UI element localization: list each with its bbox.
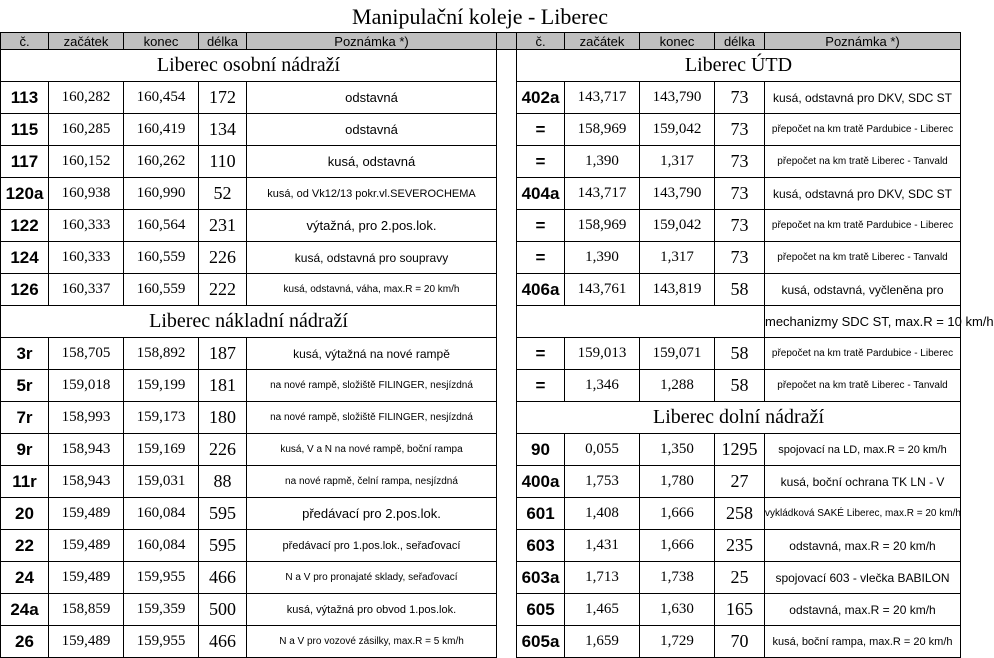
track-end: 160,419 — [124, 114, 199, 146]
track-note: N a V pro vozové zásilky, max.R = 5 km/h — [247, 626, 497, 658]
track-end: 143,819 — [640, 274, 715, 306]
column-header: konec — [640, 33, 715, 50]
table-row — [1, 210, 961, 242]
track-note: spojovací na LD, max.R = 20 km/h — [765, 434, 961, 466]
track-start: 1,431 — [565, 530, 640, 562]
track-end: 1,666 — [640, 498, 715, 530]
track-start: 159,013 — [565, 338, 640, 370]
track-number: 120a — [1, 178, 49, 210]
track-note: přepočet na km tratě Liberec - Tanvald — [765, 242, 961, 274]
track-length: 134 — [199, 114, 247, 146]
table-row — [1, 466, 961, 498]
track-note: kusá, výtažná na nové rampě — [247, 338, 497, 370]
table-row — [1, 146, 961, 178]
table-row — [1, 498, 961, 530]
track-end: 160,084 — [124, 530, 199, 562]
track-number: 20 — [1, 498, 49, 530]
track-start: 0,055 — [565, 434, 640, 466]
track-number: 26 — [1, 626, 49, 658]
track-length: 180 — [199, 402, 247, 434]
column-header: č. — [517, 33, 565, 50]
table-row — [1, 402, 961, 434]
table-row — [1, 242, 961, 274]
track-note: přepočet na km tratě Pardubice - Liberec — [765, 338, 961, 370]
table-row — [1, 50, 961, 82]
track-end: 159,042 — [640, 210, 715, 242]
track-number: 11r — [1, 466, 49, 498]
column-separator — [497, 114, 517, 146]
track-start: 160,333 — [49, 242, 124, 274]
track-length: 52 — [199, 178, 247, 210]
track-number: 603 — [517, 530, 565, 562]
track-length: 58 — [715, 370, 765, 402]
track-start: 1,408 — [565, 498, 640, 530]
track-start: 1,713 — [565, 562, 640, 594]
table-row — [1, 530, 961, 562]
table-row — [1, 626, 961, 658]
track-note-continued: mechanizmy SDC ST, max.R = 10 km/h — [765, 306, 961, 338]
track-length: 466 — [199, 562, 247, 594]
track-end: 159,199 — [124, 370, 199, 402]
track-note: na nové rampě, složiště FILINGER, nesjízdná — [247, 370, 497, 402]
column-header: délka — [199, 33, 247, 50]
table-row — [1, 370, 961, 402]
track-end: 159,042 — [640, 114, 715, 146]
track-number: 117 — [1, 146, 49, 178]
track-start: 143,717 — [565, 82, 640, 114]
track-number: = — [517, 210, 565, 242]
track-note: kusá, odstavná — [247, 146, 497, 178]
track-number: 603a — [517, 562, 565, 594]
track-length: 466 — [199, 626, 247, 658]
track-note: kusá, boční rampa, max.R = 20 km/h — [765, 626, 961, 658]
track-number: 113 — [1, 82, 49, 114]
track-start: 158,705 — [49, 338, 124, 370]
track-start: 1,390 — [565, 242, 640, 274]
column-separator — [497, 338, 517, 370]
track-length: 73 — [715, 242, 765, 274]
track-length: 165 — [715, 594, 765, 626]
track-note: kusá, odstavná pro DKV, SDC ST — [765, 178, 961, 210]
track-length: 181 — [199, 370, 247, 402]
track-start: 160,337 — [49, 274, 124, 306]
track-number: 115 — [1, 114, 49, 146]
column-separator — [497, 594, 517, 626]
column-header: Poznámka *) — [247, 33, 497, 50]
column-separator — [497, 402, 517, 434]
section-title: Liberec ÚTD — [517, 50, 961, 82]
track-end: 160,559 — [124, 242, 199, 274]
track-start: 158,943 — [49, 466, 124, 498]
column-separator — [497, 370, 517, 402]
column-separator — [497, 530, 517, 562]
track-number: 24a — [1, 594, 49, 626]
section-title: Liberec nákladní nádraží — [1, 306, 497, 338]
track-start: 160,285 — [49, 114, 124, 146]
track-length: 258 — [715, 498, 765, 530]
track-end: 1,350 — [640, 434, 715, 466]
section-title: Liberec osobní nádraží — [1, 50, 497, 82]
track-length: 58 — [715, 338, 765, 370]
column-separator — [497, 210, 517, 242]
track-note: odstavná, max.R = 20 km/h — [765, 594, 961, 626]
track-number: 24 — [1, 562, 49, 594]
track-number: 22 — [1, 530, 49, 562]
track-number: 7r — [1, 402, 49, 434]
track-note: kusá, odstavná, váha, max.R = 20 km/h — [247, 274, 497, 306]
track-start: 1,659 — [565, 626, 640, 658]
track-start: 158,969 — [565, 210, 640, 242]
header-row — [1, 33, 961, 50]
track-end: 1,729 — [640, 626, 715, 658]
table-row — [1, 82, 961, 114]
table-row — [1, 562, 961, 594]
track-note: odstavná — [247, 114, 497, 146]
track-note: na nové rampě, složiště FILINGER, nesjízdná — [247, 402, 497, 434]
track-note: na nové rapmě, čelní rampa, nesjízdná — [247, 466, 497, 498]
page-title: Manipulační koleje - Liberec — [352, 4, 608, 29]
track-length: 88 — [199, 466, 247, 498]
track-note: vykládková SAKÉ Liberec, max.R = 20 km/h — [765, 498, 961, 530]
track-start: 1,346 — [565, 370, 640, 402]
track-end: 159,169 — [124, 434, 199, 466]
track-length: 226 — [199, 242, 247, 274]
track-end: 1,780 — [640, 466, 715, 498]
track-note: odstavná, max.R = 20 km/h — [765, 530, 961, 562]
track-length: 73 — [715, 114, 765, 146]
track-length: 235 — [715, 530, 765, 562]
track-length: 73 — [715, 210, 765, 242]
track-number: = — [517, 114, 565, 146]
column-header: délka — [715, 33, 765, 50]
track-length: 1295 — [715, 434, 765, 466]
track-start: 143,761 — [565, 274, 640, 306]
track-note: kusá, od Vk12/13 pokr.vl.SEVEROCHEMA — [247, 178, 497, 210]
track-number: = — [517, 242, 565, 274]
track-note: přepočet na km tratě Pardubice - Liberec — [765, 210, 961, 242]
track-end: 159,031 — [124, 466, 199, 498]
column-separator — [497, 274, 517, 306]
track-end: 143,790 — [640, 82, 715, 114]
track-start: 160,938 — [49, 178, 124, 210]
track-end: 159,955 — [124, 562, 199, 594]
track-start: 159,489 — [49, 530, 124, 562]
track-end: 160,559 — [124, 274, 199, 306]
track-start: 159,489 — [49, 562, 124, 594]
track-end: 160,564 — [124, 210, 199, 242]
track-length: 73 — [715, 178, 765, 210]
track-start: 143,717 — [565, 178, 640, 210]
column-header: začátek — [565, 33, 640, 50]
track-end: 159,173 — [124, 402, 199, 434]
track-note: kusá, odstavná pro DKV, SDC ST — [765, 82, 961, 114]
track-note: předávací pro 2.pos.lok. — [247, 498, 497, 530]
track-number: 605a — [517, 626, 565, 658]
column-separator — [497, 50, 517, 82]
track-number: 122 — [1, 210, 49, 242]
section-title: Liberec dolní nádraží — [517, 402, 961, 434]
track-length: 595 — [199, 530, 247, 562]
track-end: 160,262 — [124, 146, 199, 178]
track-start: 159,489 — [49, 498, 124, 530]
track-length: 58 — [715, 274, 765, 306]
track-length: 222 — [199, 274, 247, 306]
track-end: 1,288 — [640, 370, 715, 402]
track-number: 3r — [1, 338, 49, 370]
track-start: 160,282 — [49, 82, 124, 114]
track-note: kusá, odstavná pro soupravy — [247, 242, 497, 274]
column-separator — [497, 434, 517, 466]
track-note: N a V pro pronajaté sklady, seřaďovací — [247, 562, 497, 594]
column-header: konec — [124, 33, 199, 50]
track-end: 1,630 — [640, 594, 715, 626]
track-end: 1,738 — [640, 562, 715, 594]
track-end: 1,317 — [640, 146, 715, 178]
track-note: kusá, boční ochrana TK LN - V — [765, 466, 961, 498]
track-start: 1,465 — [565, 594, 640, 626]
table-row — [1, 178, 961, 210]
empty-cell — [517, 306, 765, 338]
column-separator — [497, 626, 517, 658]
column-separator — [497, 82, 517, 114]
track-start: 1,390 — [565, 146, 640, 178]
track-end: 159,955 — [124, 626, 199, 658]
track-number: 90 — [517, 434, 565, 466]
track-number: 400a — [517, 466, 565, 498]
column-separator — [497, 242, 517, 274]
track-start: 158,859 — [49, 594, 124, 626]
track-end: 160,454 — [124, 82, 199, 114]
track-length: 70 — [715, 626, 765, 658]
column-header: začátek — [49, 33, 124, 50]
table-row — [1, 434, 961, 466]
track-table — [0, 32, 994, 658]
track-end: 143,790 — [640, 178, 715, 210]
track-start: 159,018 — [49, 370, 124, 402]
track-end: 160,990 — [124, 178, 199, 210]
column-separator — [497, 466, 517, 498]
track-number: 124 — [1, 242, 49, 274]
track-start: 159,489 — [49, 626, 124, 658]
track-note: výtažná, pro 2.pos.lok. — [247, 210, 497, 242]
track-note: spojovací 603 - vlečka BABILON — [765, 562, 961, 594]
table-row — [1, 306, 961, 338]
track-number: 605 — [517, 594, 565, 626]
track-number: 9r — [1, 434, 49, 466]
column-header-gap — [497, 33, 517, 50]
track-length: 187 — [199, 338, 247, 370]
column-separator — [497, 306, 517, 338]
track-note: kusá, výtažná pro obvod 1.pos.lok. — [247, 594, 497, 626]
track-note: přepočet na km tratě Liberec - Tanvald — [765, 370, 961, 402]
column-separator — [497, 146, 517, 178]
track-length: 500 — [199, 594, 247, 626]
column-header: Poznámka *) — [765, 33, 961, 50]
track-start: 158,969 — [565, 114, 640, 146]
table-row — [1, 114, 961, 146]
track-start: 158,943 — [49, 434, 124, 466]
track-start: 160,152 — [49, 146, 124, 178]
table-row — [1, 594, 961, 626]
track-start: 160,333 — [49, 210, 124, 242]
track-number: = — [517, 146, 565, 178]
track-number: 402a — [517, 82, 565, 114]
column-separator — [497, 178, 517, 210]
track-note: kusá, V a N na nové rampě, boční rampa — [247, 434, 497, 466]
table-row — [1, 274, 961, 306]
track-number: 601 — [517, 498, 565, 530]
track-note: předávací pro 1.pos.lok., seřaďovací — [247, 530, 497, 562]
track-number: 404a — [517, 178, 565, 210]
track-length: 595 — [199, 498, 247, 530]
track-length: 110 — [199, 146, 247, 178]
track-number: = — [517, 338, 565, 370]
track-end: 159,071 — [640, 338, 715, 370]
track-number: 406a — [517, 274, 565, 306]
track-number: 5r — [1, 370, 49, 402]
track-length: 73 — [715, 146, 765, 178]
table-row — [1, 338, 961, 370]
track-length: 172 — [199, 82, 247, 114]
track-length: 73 — [715, 82, 765, 114]
column-separator — [497, 498, 517, 530]
track-end: 1,317 — [640, 242, 715, 274]
track-length: 27 — [715, 466, 765, 498]
track-end: 158,892 — [124, 338, 199, 370]
track-note: kusá, odstavná, vyčleněna pro — [765, 274, 961, 306]
column-separator — [497, 562, 517, 594]
track-end: 159,359 — [124, 594, 199, 626]
track-length: 25 — [715, 562, 765, 594]
track-length: 231 — [199, 210, 247, 242]
track-note: odstavná — [247, 82, 497, 114]
column-header: č. — [1, 33, 49, 50]
track-end: 1,666 — [640, 530, 715, 562]
track-number: 126 — [1, 274, 49, 306]
track-length: 226 — [199, 434, 247, 466]
track-start: 1,753 — [565, 466, 640, 498]
track-note: přepočet na km tratě Pardubice - Liberec — [765, 114, 961, 146]
track-start: 158,993 — [49, 402, 124, 434]
track-number: = — [517, 370, 565, 402]
track-end: 160,084 — [124, 498, 199, 530]
track-note: přepočet na km tratě Liberec - Tanvald — [765, 146, 961, 178]
